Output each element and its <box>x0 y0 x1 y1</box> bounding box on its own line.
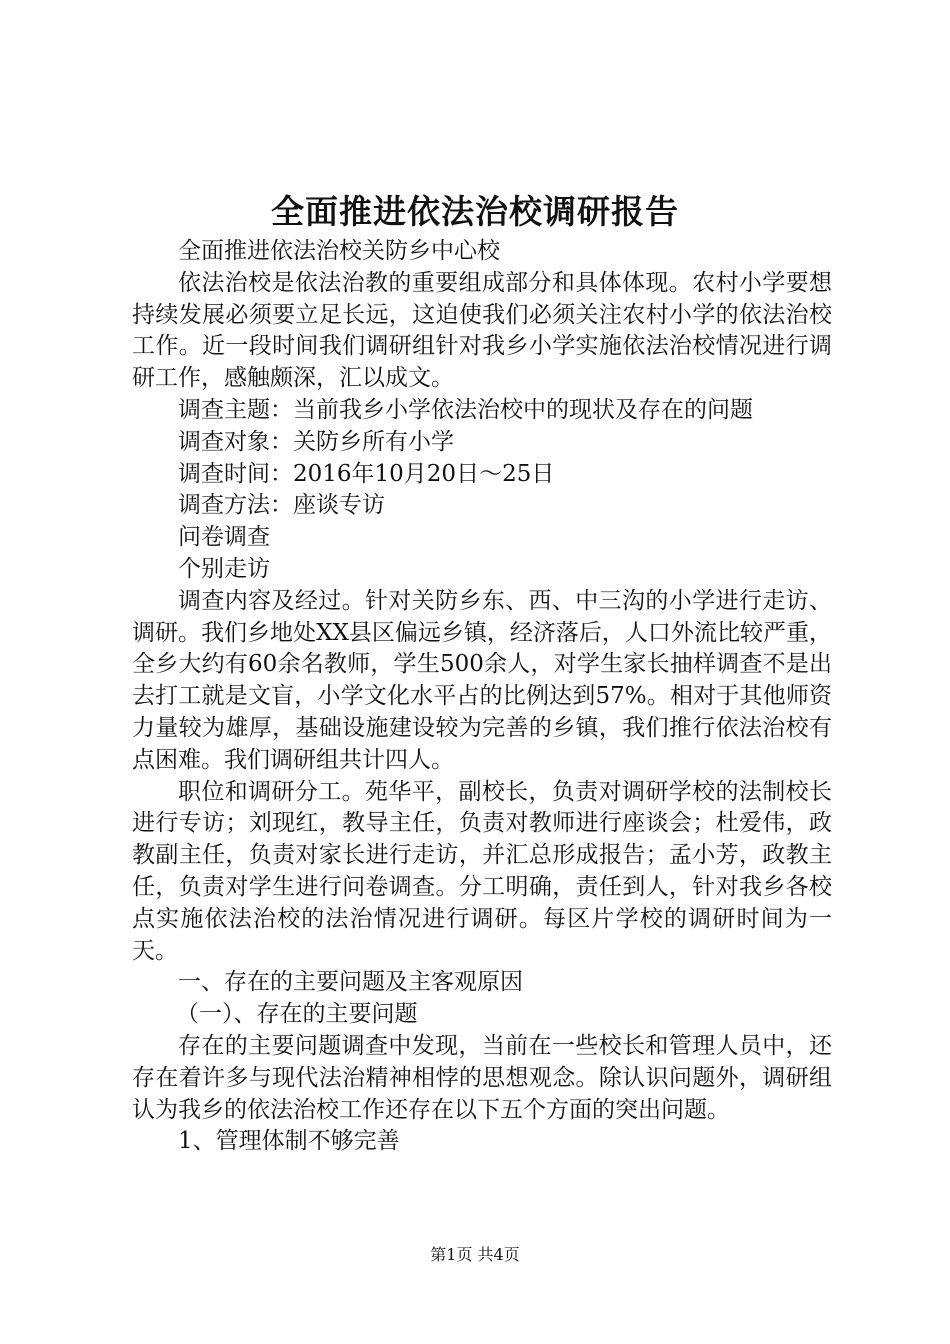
paragraph-topic: 调查主题：当前我乡小学依法治校中的现状及存在的问题 <box>178 396 753 423</box>
document-body <box>132 236 832 1158</box>
paragraph-method: 调查方法：座谈专访 <box>178 492 385 519</box>
paragraph-method-visit: 个别走访 <box>178 555 270 582</box>
paragraph-content: 调查内容及经过。针对关防乡东、西、中三沟的小学进行走访、调研。我们乡地处XX县区偏远乡镇，经济落后，人口外流比较严重，全乡大约有60余名教师，学生500余人，对学生家长抽样调查不是出去打工就是文盲，小学文化水平占的比例达到57%。相对于其他师资力量较为雄厚，基础设施建设较为完善的乡镇，我们推行依法治校有点困难。我们调研组共计四人。 <box>132 587 832 773</box>
paragraph-time: 调查时间：2016年10月20日～25日 <box>178 460 555 487</box>
paragraph-roles: 职位和调研分工。苑华平，副校长，负责对调研学校的法制校长进行专访；刘现红，教导主任，负责对教师进行座谈会；杜爱伟，政教副主任，负责对家长进行走访，并汇总形成报告；孟小芳，政教主任，负责对学生进行问卷调查。分工明确，责任到人，针对我乡各校点实施依法治校的法治情况进行调研。每区片学校的调研时间为一天。 <box>132 778 832 964</box>
heading-subsection-1: （一）、存在的主要问题 <box>176 1001 418 1028</box>
heading-section-1: 一、存在的主要问题及主客观原因 <box>178 969 523 996</box>
paragraph-subjects: 调查对象：关防乡所有小学 <box>178 428 454 455</box>
paragraph-problems: 存在的主要问题调查中发现，当前在一些校长和管理人员中，还存在着许多与现代法治精神相悖的思想观念。除认识问题外，调研组认为我乡的依法治校工作还存在以下五个方面的突出问题。 <box>132 1032 832 1123</box>
paragraph-method-questionnaire: 问卷调查 <box>178 524 270 551</box>
heading-item-1: 1、管理体制不够完善 <box>178 1128 400 1155</box>
paragraph-intro: 依法治校是依法治教的重要组成部分和具体体现。农村小学要想持续发展必须要立足长远，这迫使我们必须关注农村小学的依法治校工作。近一段时间我们调研组针对我乡小学实施依法治校情况进行调研工作，感触颇深，汇以成文。 <box>132 269 832 392</box>
document-title: 全面推进依法治校调研报告 <box>271 192 679 231</box>
page-footer: 第1页 共4页 <box>430 1245 520 1264</box>
paragraph-school: 全面推进依法治校关防乡中心校 <box>178 238 500 264</box>
